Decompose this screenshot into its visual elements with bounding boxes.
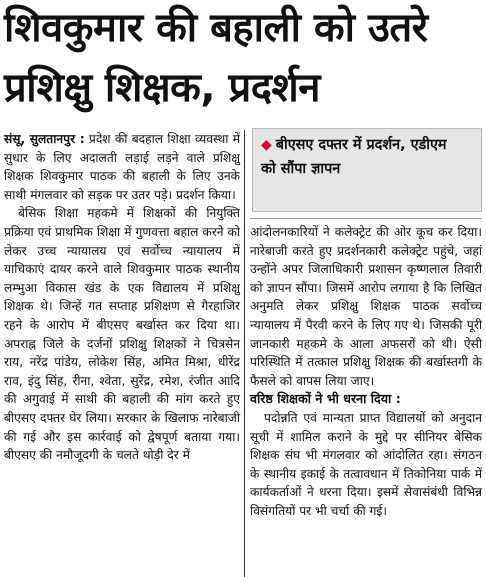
article-lead-paragraph bbox=[4, 130, 240, 204]
callout-divider bbox=[250, 218, 482, 219]
article-right-column bbox=[250, 223, 482, 521]
article-paragraph: बेसिक शिक्षा महकमे में शिक्षकों की नियुक्ति प्रक्रिया एवं प्राथमिक शिक्षा में गुणवत्ता बहाल करने को लेकर उच्च न्यायालय एवं सर्वोच्च न्यायालय में याचिकाएं दायर करने वाले शिवकुमार पाठक स्थानीय लम्भुआ विकास खंड के एक विद्यालय में प्रशिक्षु शिक्षक थे। जिन्हें गत सप्ताह प्रशिक्षण से गैरहाजिर रहने के आरोप में बीएसए बर्खास्त कर दिया था। अपराह्न जिले के दर्जनों प्रशिक्षु शिक्षकों ने चित्रसेन राय, नरेंद्र पांडेय, लोकेश सिंह, अमित मिश्रा, धीरेंद्र राव, इंदु सिंह, रीना, श्वेता, सुरेंद्र, रमेश, रंजीत आदि की अगुवाई में साथी की बहाली की मांग करते हुए बीएसए दफ्तर घेर लिया। सरकार के खिलाफ नारेबाजी की गई और इस कार्रवाई को द्वेषपूर्ण बताया गया। बीएसए की नमौजूदगी के चलते थोड़ी देर में bbox=[4, 206, 240, 463]
article-left-column bbox=[4, 130, 240, 465]
headline-line-1: शिवकुमार की बहाली को उतरे bbox=[4, 5, 428, 51]
subhead: वरिष्ठ शिक्षकों ने भी धरना दिया : bbox=[250, 391, 401, 407]
lead-text: प्रदेश की बदहाल शिक्षा व्यवस्था में सुधार के लिए अदालती लड़ाई लड़ने वाले प्रशिक्षु शिक्षक शिवकुमार पाठक की बहाली के लिए उनके साथी मंगलवार को सड़क पर उतर पड़े। प्रदर्शन किया। bbox=[4, 132, 241, 202]
headline-line-2: प्रशिक्षु शिक्षक, प्रदर्शन bbox=[4, 65, 320, 111]
highlight-line-1: बीएसए दफ्तर में प्रदर्शन, एडीएम bbox=[275, 137, 447, 153]
article-paragraph: पदोन्नति एवं मान्यता प्राप्त विद्यालयों को अनुदान सूची में शामिल कराने के मुद्दे पर सीनियर बेसिक शिक्षक संघ भी मंगलवार को आंदोलित रहा। संगठन के स्थानीय इकाई के तत्वावधान में तिकोनिया पार्क में कार्यकर्ताओं ने धरना दिया। इसमें सेवासंबंधी विभिन्न विसंगतियों पर भी चर्चा की गई। bbox=[250, 410, 482, 518]
dateline: संसू, सुलतानपुर : bbox=[4, 132, 85, 146]
highlight-line-2: को सौंपा ज्ञापन bbox=[261, 161, 341, 177]
article-paragraph: आंदोलनकारियों ने कलेक्ट्रेट की ओर कूच कर दिया। नारेबाजी करते हुए प्रदर्शनकारी कलेक्ट्रेट पहुंचे, जहां उन्होंने अपर जिलाधिकारी प्रशासन कृष्णलाल तिवारी को ज्ञापन सौंपा। जिसमें आरोप लगाया है कि लिखित अनुमति लेकर प्रशिक्षु शिक्षक पाठक सर्वोच्च न्यायालय में पैरवी करने के लिए गए थे। जिसकी पूरी जानकारी महकमे के आला अफसरों को थी। ऐसी परिस्थिति में तत्काल प्रशिक्षु शिक्षक की बर्खास्तगी के फैसले को वापस लिया जाए। bbox=[250, 225, 482, 388]
column-divider bbox=[244, 130, 245, 577]
highlight-box bbox=[252, 128, 482, 212]
highlight-text bbox=[261, 133, 479, 181]
diamond-bullet-icon: ◆ bbox=[261, 137, 272, 153]
